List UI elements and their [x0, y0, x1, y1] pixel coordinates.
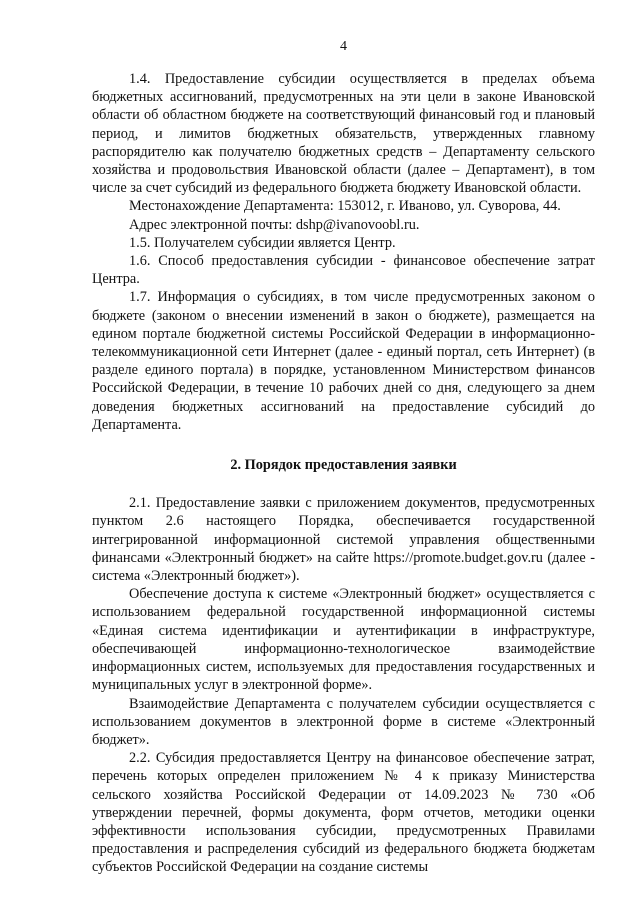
- paragraph-2-2: 2.2. Субсидия предоставляется Центру на финансовое обеспечение затрат, перечень которых определен приложением № 4 к приказу Министерства сельского хозяйства Российской Федерации от 14.09.2023 № 730 «Об утверждении перечней, формы документа, форм отчетов, методики оценки эффективности использования субсидии, предусмотренных Правилами предоставления и распределения субсидий из федерального бюджета бюджетам субъектов Российской Федерации на создание системы: [92, 750, 595, 876]
- paragraph-1-5: 1.5. Получателем субсидии является Центр.: [129, 234, 396, 251]
- paragraph-2-1: 2.1. Предоставление заявки с приложением документов, предусмотренных пунктом 2.6 настоящего Порядка, обеспечивается государственной интегрированной информационной системой управления общественными финансами «Электронный бюджет» на сайте https://promote.budget.gov.ru (далее - система «Электронный бюджет»).: [92, 495, 595, 585]
- document-page: [92, 38, 595, 877]
- section-heading: 2. Порядок предоставления заявки: [230, 457, 457, 474]
- paragraph-access: Обеспечение доступа к системе «Электронный бюджет» осуществляется с использованием федеральной государственной информационной системы «Единая система идентификации и аутентификации в инфраструктуре, обеспечивающей информационно-технологическое взаимодействие информационных систем, используемых для предоставления государственных и муниципальных услуг в электронной форме».: [92, 586, 595, 694]
- paragraph-1-6: 1.6. Способ предоставления субсидии - финансовое обеспечение затрат Центра.: [92, 253, 595, 288]
- paragraph-1-4: 1.4. Предоставление субсидии осуществляется в пределах объема бюджетных ассигнований, предусмотренных на эти цели в законе Ивановской области об областном бюджете на соответствующий финансовый год и плановый период, и лимитов бюджетных обязательств, утвержденных главному распорядителю как получателю бюджетных средств – Департаменту сельского хозяйства и продовольствия Ивановской области (далее – Департамент), в том числе за счет субсидий из федерального бюджета бюджету Ивановской области.: [92, 71, 595, 197]
- paragraph-location: Местонахождение Департамента: 153012, г. Иваново, ул. Суворова, 44.: [129, 198, 561, 215]
- paragraph-interaction: Взаимодействие Департамента с получателем субсидии осуществляется с использованием документов в электронной форме в системе «Электронный бюджет».: [92, 695, 595, 748]
- paragraph-email: Адрес электронной почты: dshp@ivanovoobl.ru.: [129, 216, 420, 233]
- paragraph-1-7: 1.7. Информация о субсидиях, в том числе предусмотренных законом о бюджете (законом о внесении изменений в закон о бюджете), размещается на едином портале бюджетной системы Российской Федерации в информационно-телекоммуникационной сети Интернет (далее - единый портал, сеть Интернет) (в разделе единого портала) в порядке, установленном Министерством финансов Российской Федерации, в течение 10 рабочих дней со дня, следующего за днем доведения бюджетных ассигнований на предоставление субсидий до Департамента.: [92, 289, 595, 433]
- page-number: 4: [340, 39, 347, 54]
